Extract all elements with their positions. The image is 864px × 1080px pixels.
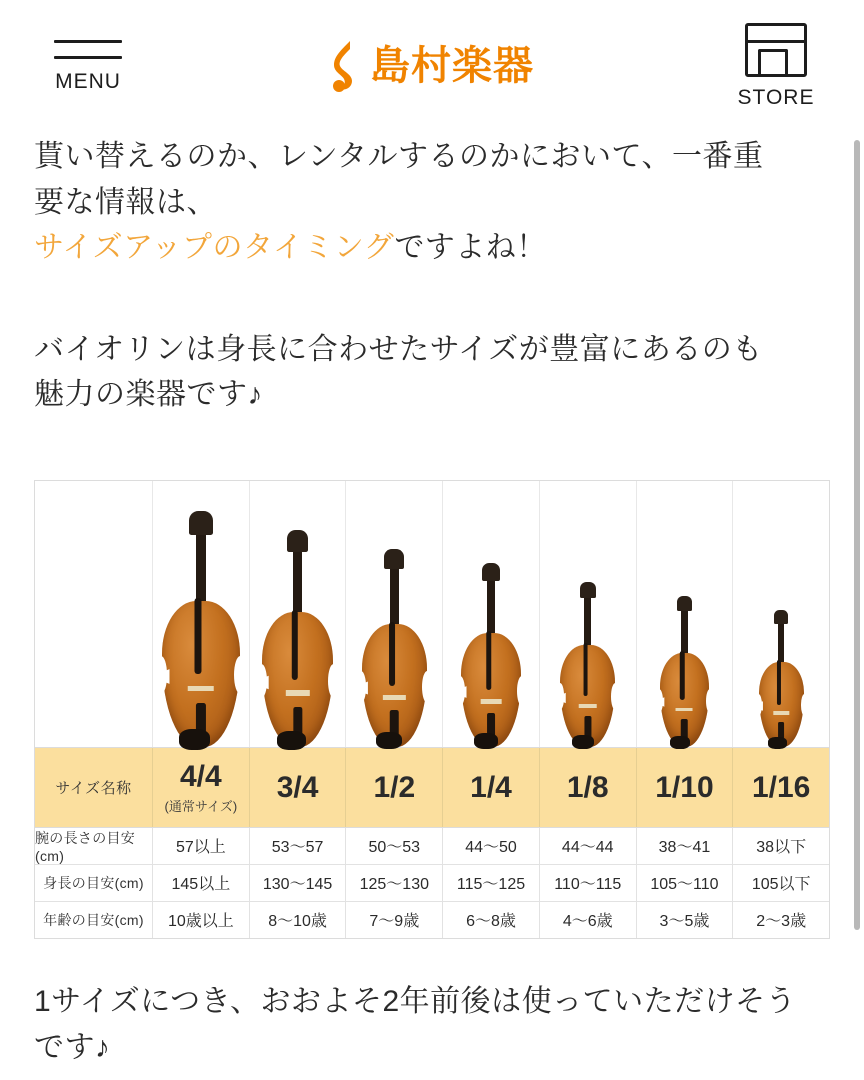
table-cell: 105以下 [751,876,811,894]
violin-chinrest [376,732,402,749]
site-logo[interactable] [330,39,534,93]
size-header-cell [250,748,347,827]
violin-neck [681,611,687,653]
violin-illustration-row [35,481,829,747]
violin-bridge [285,690,309,695]
violin-waist-left [556,683,565,710]
table-cell: 145以上 [153,865,250,901]
size-name-header-row [35,747,829,828]
paragraph-2-line-2: 魅力の楽器です♪ [34,378,263,412]
violin-fingerboard [680,651,684,700]
size-name: 3/4 [276,770,319,804]
violin-chinrest [474,733,498,749]
table-cell: 53～57 [250,828,347,864]
violin-illustration-cell [153,481,250,747]
size-name: 1/16 [751,770,811,804]
size-name: 1/8 [566,770,609,804]
clef-note-icon [330,39,364,93]
paragraph-3-line-2: です♪ [34,1030,111,1064]
violin-fingerboard [194,598,201,674]
violin-row-spacer [35,481,153,747]
violin-waist-left [255,664,266,699]
violin-body [560,645,615,747]
paragraph-2-line-1: バイオリンは身長に合わせたサイズが豊富にあるのも [34,332,763,366]
row-label: 身長の目安(cm) [35,865,153,901]
paragraph-1-highlight: サイズアップのタイミング [34,231,395,265]
table-row [35,828,829,865]
size-header-cell [733,748,829,827]
violin-waist-left [455,676,465,706]
table-cell: 130～145 [250,865,347,901]
violin-illustration [162,511,240,747]
size-name-label: サイズ名称 [35,748,153,827]
menu-button[interactable] [34,34,142,94]
violin-body [162,601,240,747]
table-cell: 7～9歳 [346,902,443,938]
violin-body [362,624,428,747]
size-header-cell [346,748,443,827]
size-name: 1/2 [373,770,416,804]
violin-scroll [384,549,404,569]
hamburger-icon [54,40,122,59]
table-cell: 110～115 [540,865,637,901]
brand-name: 島村楽器 [370,44,534,88]
violin-scroll [580,582,596,599]
paragraph-1-line-1: 貰い替えるのか、レンタルするのかにおいて、一番重 [34,140,764,173]
violin-illustration-cell [346,481,443,747]
violin-bridge [773,711,788,714]
violin-scroll [287,530,309,552]
table-cell: 6～8歳 [443,902,540,938]
violin-chinrest [572,735,594,749]
size-data-rows [35,828,829,938]
row-label: 年齢の目安(cm) [35,902,153,938]
size-note: (通常サイズ) [164,798,238,814]
violin-waist-left [356,671,366,703]
paragraph-2 [34,327,830,418]
table-cell: 3～5歳 [637,902,734,938]
violin-chinrest [277,731,306,750]
menu-button-label: MENU [55,70,121,93]
size-name: 4/4 [180,759,222,793]
table-cell: 2～3歳 [756,913,807,931]
violin-bridge [676,708,693,712]
table-row [35,902,829,938]
violin-waist-right [517,676,527,706]
violin-fingerboard [389,622,395,686]
violin-waist-right [801,694,808,716]
violin-illustration-cell [540,481,637,747]
table-cell: 125～130 [346,865,443,901]
violin-waist-right [328,664,339,699]
violin-waist-right [706,689,714,713]
size-name: 1/4 [470,770,512,804]
row-label: 腕の長さの目安(cm) [35,828,153,864]
violin-bridge [481,699,502,704]
size-header-cell [540,748,637,827]
site-header [0,0,864,128]
table-cell: 57以上 [153,828,250,864]
violin-waist-right [234,656,246,694]
violin-illustration [461,563,522,747]
table-cell: 4～6歳 [540,902,637,938]
storefront-icon [745,23,807,77]
store-button-label: STORE [737,85,815,109]
violin-chinrest [768,737,786,749]
violin-illustration [660,596,710,747]
violin-scroll [482,563,500,581]
table-cell: 44～44 [540,828,637,864]
violin-body [660,653,710,747]
violin-waist-right [611,683,620,710]
paragraph-1-line-3: ですよね！ [394,231,547,265]
violin-scroll [774,610,788,624]
violin-neck [584,598,591,644]
violin-illustration [362,549,428,747]
table-cell: 115～125 [443,865,540,901]
page-scrollbar[interactable] [854,140,860,930]
violin-neck [196,535,206,601]
violin-waist-left [155,656,167,694]
violin-scroll [677,596,692,611]
size-header-cell [153,748,250,827]
violin-waist-left [754,694,761,716]
size-header-cell [443,748,540,827]
violin-body [461,633,522,747]
size-header-cell [637,748,734,827]
paragraph-3-line-1: 1サイズにつき、おおよそ2年前後は使っていただけそう [34,984,797,1018]
table-cell: 10歳以上 [153,902,250,938]
violin-waist-left [655,689,663,713]
violin-fingerboard [777,660,781,704]
table-cell: 50～53 [346,828,443,864]
violin-body [262,612,334,747]
violin-illustration [560,582,615,747]
violin-body [759,662,804,747]
violin-bridge [578,704,597,708]
violin-bridge [383,695,405,700]
violin-neck [293,552,302,613]
violin-illustration-cell [637,481,734,747]
paragraph-3 [34,979,830,1070]
violin-illustration [262,530,334,747]
violin-bridge [188,686,215,692]
table-cell: 44～50 [443,828,540,864]
violin-chinrest [670,736,690,749]
table-cell: 105～110 [637,865,734,901]
paragraph-1-line-2: 要な情報は、 [34,185,217,219]
store-button[interactable] [722,19,830,110]
table-cell: 38以下 [756,839,807,857]
size-name: 1/10 [655,770,714,804]
violin-illustration-cell [250,481,347,747]
violin-fingerboard [583,643,588,696]
table-cell: 8～10歳 [250,902,347,938]
table-cell: 38～41 [637,828,734,864]
violin-illustration-cell [733,481,829,747]
violin-illustration [759,610,804,747]
table-row [35,865,829,902]
paragraph-1 [34,134,830,271]
violin-illustration-cell [443,481,540,747]
violin-chinrest [179,729,210,749]
violin-neck [487,581,495,633]
violin-fingerboard [291,610,297,680]
violin-scroll [189,511,212,535]
article-content [0,134,864,1070]
violin-fingerboard [486,631,491,690]
violin-neck [390,569,399,625]
violin-waist-right [422,671,432,703]
violin-size-table [34,480,830,939]
violin-neck [778,624,784,662]
